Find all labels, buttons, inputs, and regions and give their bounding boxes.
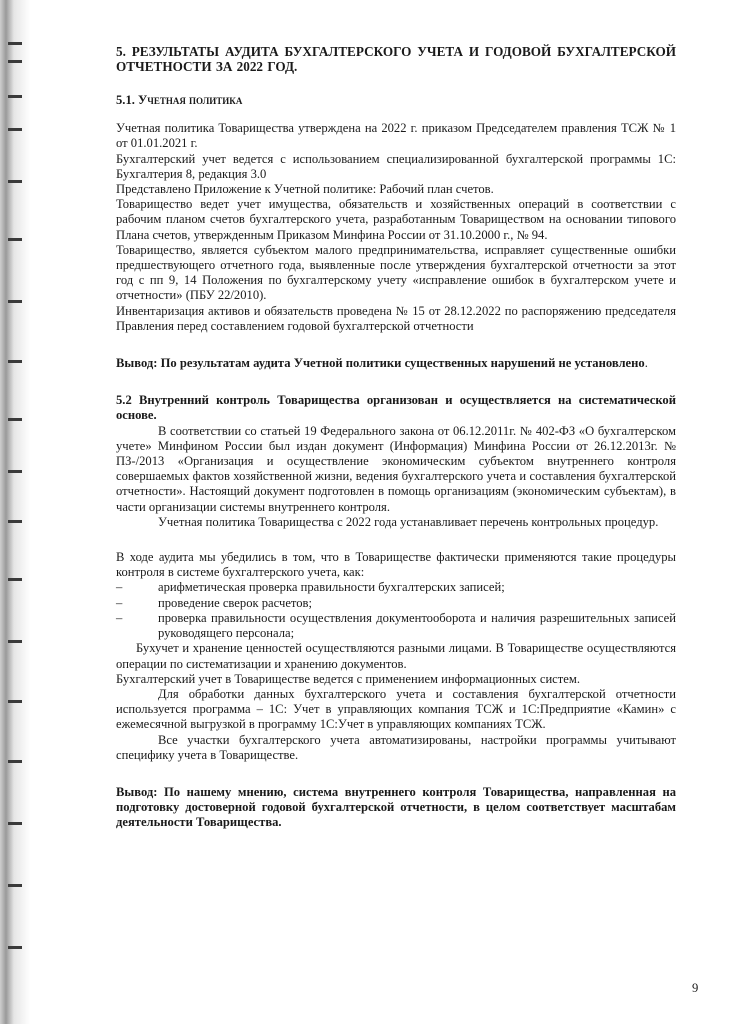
control-procedures-list bbox=[116, 580, 676, 641]
list-item: – проведение сверок расчетов; bbox=[116, 596, 676, 611]
conclusion-5-1: Вывод: По результатам аудита Учетной политики существенных нарушений не установлено. bbox=[116, 356, 648, 371]
document-page bbox=[116, 44, 676, 831]
section-title: 5. РЕЗУЛЬТАТЫ АУДИТА БУХГАЛТЕРСКОГО УЧЕТА И ГОДОВОЙ БУХГАЛТЕРСКОЙ ОТЧЕТНОСТИ ЗА 2022 ГОД. bbox=[116, 44, 676, 74]
paragraph: Все участки бухгалтерского учета автоматизированы, настройки программы учитывают специфику учета в Товариществе. bbox=[116, 732, 676, 762]
list-item: – арифметическая проверка правильности бухгалтерских записей; bbox=[116, 580, 676, 595]
paragraph: Для обработки данных бухгалтерского учета и составления бухгалтерской отчетности используется программа – 1С: Учет в управляющих компания ТСЖ и 1С:Предприятие «Камин» с ежемесячной выгрузкой в программу 1С:Учет в управляющих компаниях ТСЖ. bbox=[116, 686, 676, 732]
paragraph: Бухгалтерский учет ведется с использованием специализированной бухгалтерской программы 1С: Бухгалтерия 8, редакция 3.0 bbox=[116, 151, 676, 181]
page-number: 9 bbox=[692, 981, 699, 995]
paragraph: Товарищество, является субъектом малого предпринимательства, исправляет существенные ошибки предшествующего отчетного года, выявленные после утверждения бухгалтерской отчетности за этот год с пп 9, 14 Положения по бухгалтерскому учету «исправление ошибок в бухгалтерском учете и отчетности» (ПБУ 22/2010). bbox=[116, 242, 676, 303]
paragraph: Представлено Приложение к Учетной политике: Рабочий план счетов. bbox=[116, 182, 494, 197]
subsection-heading-5-2: 5.2 Внутренний контроль Товарищества организован и осуществляется на систематической основе. bbox=[116, 393, 676, 423]
paragraph: Бухучет и хранение ценностей осуществляются разными лицами. В Товариществе осуществляются операции по систематизации и хранению документов. bbox=[116, 641, 676, 671]
paragraph: В ходе аудита мы убедились в том, что в Товариществе фактически применяются такие процедуры контроля в системе бухгалтерского учета, как: bbox=[116, 550, 676, 580]
paragraph: Инвентаризация активов и обязательств проведена № 15 от 28.12.2022 по распоряжению председателя Правления перед составлением годовой бухгалтерской отчетности bbox=[116, 303, 676, 333]
conclusion-5-2: Вывод: По нашему мнению, система внутреннего контроля Товарищества, направленная на подготовку достоверной годовой бухгалтерской отчетности, в целом соответствует масштабам деятельности Товарищества. bbox=[116, 784, 676, 830]
paragraph: Бухгалтерский учет в Товариществе ведется с применением информационных систем. bbox=[116, 671, 580, 686]
paragraph: Учетная политика Товарищества с 2022 года устанавливает перечень контрольных процедур. bbox=[158, 514, 659, 529]
paragraph: Товарищество ведет учет имущества, обязательств и хозяйственных операций в соответствии с рабочим планом счетов бухгалтерского учета, разработанным Товариществом на основании типового Плана счетов, утвержденным Приказом Минфина России от 31.10.2000 г., № 94. bbox=[116, 197, 676, 242]
paragraph: В соответствии со статьей 19 Федерального закона от 06.12.2011г. № 402-ФЗ «О бухгалтерском учете» Минфином России был издан документ (Информация) Минфина России от 26.12.2013г. № ПЗ-/2013 «Организация и осуществление экономическим субъектом внутреннего контроля совершаемых фактов хозяйственной жизни, ведения бухгалтерского учета и составления бухгалтерской отчетности». Настоящий документ подготовлен в помощь организациям (экономическим субъектам), в части организации системы внутреннего контроля. bbox=[116, 423, 676, 514]
list-item: – проверка правильности осуществления документооборота и наличия разрешительных записей руководящего персонала; bbox=[116, 611, 676, 641]
scan-binding-edge bbox=[0, 0, 30, 1024]
paragraph: Учетная политика Товарищества утверждена на 2022 г. приказом Председателем правления ТСЖ № 1 от 01.01.2021 г. bbox=[116, 121, 676, 151]
subsection-heading-5-1: 5.1. Учетная политика bbox=[116, 93, 243, 107]
